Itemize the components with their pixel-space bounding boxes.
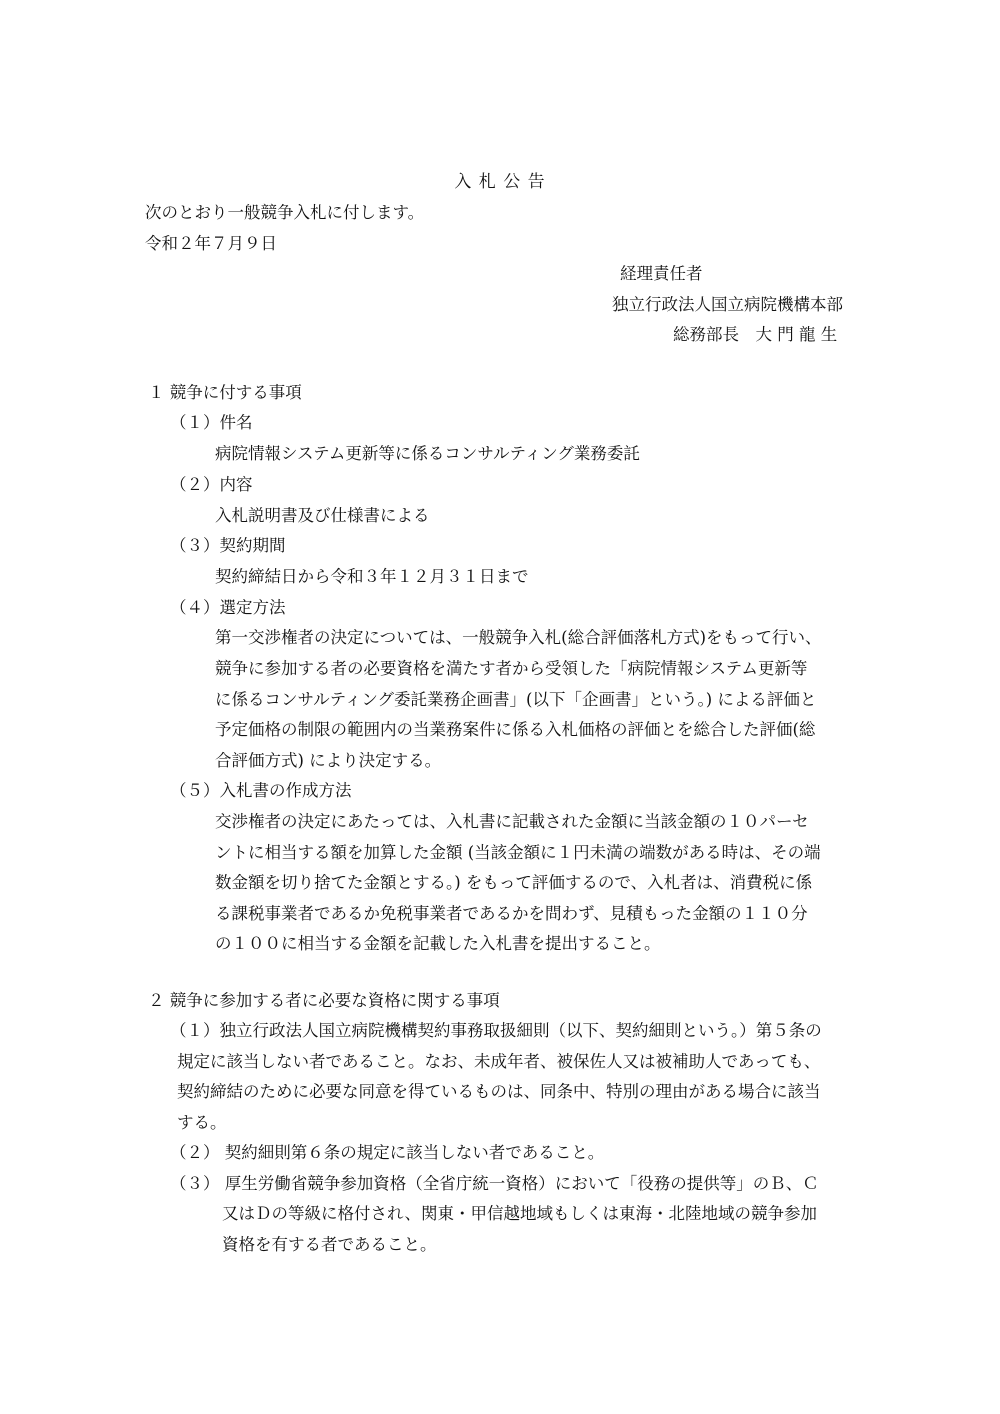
item4-line: 第一交渉権者の決定については、一般競争入札(総合評価落札方式)をもって行い、	[215, 628, 822, 647]
qualification-3-line: 資格を有する者であること。	[222, 1235, 437, 1254]
document-title: 入 札 公 告	[454, 172, 546, 192]
document-date: 令和２年７月９日	[145, 234, 277, 253]
item2-label: （２）内容	[170, 475, 253, 494]
qualification-3-line: 又はＤの等級に格付され、関東・甲信越地域もしくは東海・北陸地域の競争参加	[222, 1204, 817, 1223]
intro-text: 次のとおり一般競争入札に付します。	[145, 203, 425, 222]
item3-text: 契約締結日から令和３年１２月３１日まで	[215, 567, 529, 586]
issuer-role: 経理責任者	[620, 264, 703, 283]
item5-line: 数金額を切り捨てた金額とする。) をもって評価するので、入札者は、消費税に係	[215, 873, 813, 892]
item5-line: 交渉権者の決定にあたっては、入札書に記載された金額に当該金額の１０パーセ	[215, 812, 809, 831]
item4-line: 合評価方式) により決定する。	[215, 751, 442, 770]
item1-text: 病院情報システム更新等に係るコンサルティング業務委託	[215, 444, 640, 463]
item5-label: （５）入札書の作成方法	[170, 781, 352, 800]
item3-label: （３）契約期間	[170, 536, 286, 555]
qualification-3-line: （３） 厚生労働省競争参加資格（全省庁統一資格）において「役務の提供等」のＢ、Ｃ	[170, 1174, 819, 1193]
qualification-1-line: する。	[177, 1113, 227, 1132]
qualification-1-line: 契約締結のために必要な同意を得ているものは、同条中、特別の理由がある場合に該当	[177, 1082, 821, 1101]
item5-line: る課税事業者であるか免税事業者であるかを問わず、見積もった金額の１１０分	[215, 904, 808, 923]
item2-text: 入札説明書及び仕様書による	[215, 506, 430, 525]
item4-line: 競争に参加する者の必要資格を満たす者から受領した「病院情報システム更新等	[215, 659, 808, 678]
qualification-1-line: （１）独立行政法人国立病院機構契約事務取扱細則（以下、契約細則という。）第５条の	[170, 1021, 822, 1040]
item4-line: に係るコンサルティング委託業務企画書」(以下「企画書」という。) による評価と	[215, 690, 817, 709]
qualification-2: （２） 契約細則第６条の規定に該当しない者であること。	[170, 1143, 605, 1162]
issuer-organization: 独立行政法人国立病院機構本部	[612, 295, 843, 314]
item1-label: （１）件名	[170, 413, 253, 432]
item5-line: の１００に相当する金額を記載した入札書を提出すること。	[215, 934, 661, 953]
item4-line: 予定価格の制限の範囲内の当業務案件に係る入札価格の評価とを総合した評価(総	[215, 720, 816, 739]
section2-heading: ２ 競争に参加する者に必要な資格に関する事項	[148, 991, 500, 1010]
item4-label: （４）選定方法	[170, 598, 286, 617]
section1-heading: １ 競争に付する事項	[148, 383, 302, 402]
item5-line: ントに相当する額を加算した金額 (当該金額に１円未満の端数がある時は、その端	[215, 843, 821, 862]
issuer-name: 総務部長 大 門 龍 生	[673, 325, 838, 344]
qualification-1-line: 規定に該当しない者であること。なお、未成年者、被保佐人又は被補助人であっても、	[177, 1052, 821, 1071]
